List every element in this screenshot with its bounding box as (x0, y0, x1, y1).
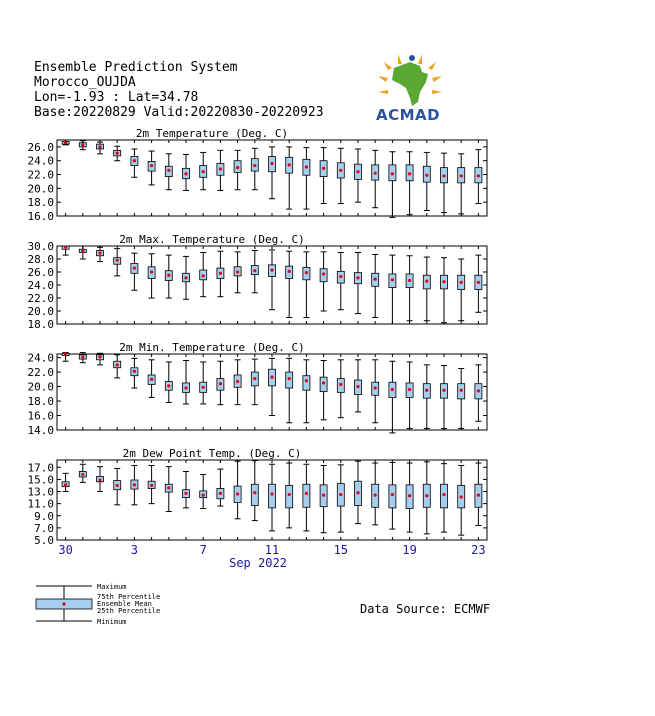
y-tick-label: 20.0 (27, 182, 54, 196)
mean-marker (253, 377, 256, 380)
percentile-box (269, 484, 276, 508)
mean-marker (408, 494, 411, 497)
mean-marker (81, 250, 84, 253)
mean-marker (184, 492, 187, 495)
mean-marker (150, 270, 153, 273)
mean-marker (81, 473, 84, 476)
mean-marker (442, 280, 445, 283)
y-tick-label: 11.0 (27, 497, 54, 511)
legend-label-maximum: Maximum (97, 583, 127, 591)
mean-marker (219, 492, 222, 495)
mean-marker (150, 484, 153, 487)
mean-marker (167, 274, 170, 277)
mean-marker (64, 141, 67, 144)
mean-marker (236, 380, 239, 383)
header-validity: Base:20220829 Valid:20220830-20220923 (34, 105, 324, 120)
y-tick-label: 24.0 (27, 351, 54, 365)
mean-marker (116, 259, 119, 262)
mean-marker (356, 385, 359, 388)
mean-marker (116, 363, 119, 366)
x-tick-label: 19 (402, 543, 417, 557)
mean-marker (322, 167, 325, 170)
mean-marker (133, 159, 136, 162)
mean-marker (270, 162, 273, 165)
mean-marker (202, 386, 205, 389)
mean-marker (305, 379, 308, 382)
y-tick-label: 22.0 (27, 292, 54, 305)
y-tick-label: 9.0 (34, 509, 54, 523)
mean-marker (408, 279, 411, 282)
mean-marker (98, 145, 101, 148)
y-tick-label: 22.0 (27, 366, 54, 380)
mean-marker (356, 170, 359, 173)
mean-marker (64, 483, 67, 486)
mean-marker (253, 269, 256, 272)
x-axis-month-label: Sep 2022 (229, 556, 287, 570)
mean-marker (98, 252, 101, 255)
y-tick-label: 7.0 (34, 521, 54, 535)
y-tick-label: 24.0 (27, 154, 54, 168)
mean-marker (219, 167, 222, 170)
percentile-box (389, 485, 396, 508)
mean-marker (408, 388, 411, 391)
mean-marker (391, 172, 394, 175)
mean-marker (460, 495, 463, 498)
header-station: Morocco_OUJDA (34, 75, 136, 90)
mean-marker (339, 383, 342, 386)
mean-marker (133, 483, 136, 486)
legend-label-p75: 75th Percentile (97, 593, 161, 601)
mean-marker (477, 281, 480, 284)
mean-marker (425, 389, 428, 392)
mean-marker (167, 384, 170, 387)
mean-marker (270, 268, 273, 271)
y-tick-label: 30.0 (27, 240, 54, 253)
mean-marker (167, 169, 170, 172)
data-source: Data Source: ECMWF (360, 602, 491, 616)
mean-marker (253, 164, 256, 167)
mean-marker (81, 143, 84, 146)
mean-marker (236, 270, 239, 273)
mean-marker (339, 169, 342, 172)
mean-marker (374, 494, 377, 497)
y-tick-label: 16.0 (27, 210, 54, 223)
mean-marker (442, 493, 445, 496)
mean-marker (288, 493, 291, 496)
legend-label-mean: Ensemble Mean (97, 600, 152, 608)
mean-marker (425, 280, 428, 283)
mean-marker (116, 484, 119, 487)
y-tick-label: 14.0 (27, 424, 54, 437)
mean-marker (270, 376, 273, 379)
y-tick-label: 17.0 (27, 461, 54, 475)
x-tick-label: 7 (199, 543, 207, 557)
mean-marker (98, 478, 101, 481)
mean-marker (64, 246, 67, 249)
mean-marker (236, 166, 239, 169)
y-tick-label: 28.0 (27, 253, 54, 266)
mean-marker (460, 174, 463, 177)
y-tick-label: 26.0 (27, 140, 54, 154)
mean-marker (116, 152, 119, 155)
x-tick-label: 15 (333, 543, 349, 557)
y-tick-label: 22.0 (27, 168, 54, 182)
mean-marker (288, 377, 291, 380)
legend-label-p25: 25th Percentile (97, 607, 161, 615)
mean-marker (305, 271, 308, 274)
panel-title: 2m Min. Temperature (Deg. C) (119, 341, 305, 354)
y-tick-label: 18.0 (27, 395, 54, 409)
mean-marker (477, 494, 480, 497)
percentile-box (251, 484, 258, 505)
y-tick-label: 13.0 (27, 485, 54, 499)
mean-marker (391, 388, 394, 391)
mean-marker (460, 281, 463, 284)
mean-marker (356, 491, 359, 494)
mean-marker (150, 164, 153, 167)
mean-marker (305, 165, 308, 168)
mean-marker (219, 382, 222, 385)
y-tick-label: 26.0 (27, 266, 54, 279)
panel-title: 2m Max. Temperature (Deg. C) (119, 233, 305, 246)
legend-mean-marker (62, 602, 65, 605)
mean-marker (322, 494, 325, 497)
mean-marker (442, 174, 445, 177)
mean-marker (202, 274, 205, 277)
x-tick-label: 23 (471, 543, 486, 557)
y-tick-label: 5.0 (34, 534, 54, 547)
mean-marker (150, 378, 153, 381)
mean-marker (374, 278, 377, 281)
mean-marker (460, 389, 463, 392)
mean-marker (339, 493, 342, 496)
y-tick-label: 15.0 (27, 473, 54, 487)
mean-marker (356, 276, 359, 279)
mean-marker (374, 386, 377, 389)
mean-marker (236, 492, 239, 495)
mean-marker (322, 272, 325, 275)
mean-marker (442, 389, 445, 392)
y-tick-label: 20.0 (27, 305, 54, 318)
mean-marker (339, 275, 342, 278)
y-tick-label: 16.0 (27, 409, 54, 423)
y-tick-label: 18.0 (27, 318, 54, 331)
mean-marker (425, 174, 428, 177)
header-coordinates: Lon=-1.93 : Lat=34.78 (34, 90, 199, 105)
mean-marker (477, 389, 480, 392)
mean-marker (270, 492, 273, 495)
mean-marker (288, 163, 291, 166)
mean-marker (219, 272, 222, 275)
mean-marker (374, 172, 377, 175)
mean-marker (184, 276, 187, 279)
mean-marker (425, 494, 428, 497)
mean-marker (391, 278, 394, 281)
mean-marker (133, 370, 136, 373)
mean-marker (202, 170, 205, 173)
mean-marker (81, 355, 84, 358)
mean-marker (202, 494, 205, 497)
mean-marker (184, 172, 187, 175)
x-tick-label: 3 (130, 543, 139, 557)
mean-marker (167, 486, 170, 489)
legend-label-minimum: Minimum (97, 618, 127, 626)
y-tick-label: 20.0 (27, 380, 54, 394)
panel-title: 2m Temperature (Deg. C) (135, 127, 289, 140)
y-tick-label: 18.0 (27, 196, 54, 210)
panel-title: 2m Dew Point Temp. (Deg. C) (122, 447, 302, 460)
mean-marker (133, 267, 136, 270)
mean-marker (64, 352, 67, 355)
percentile-box (303, 376, 310, 390)
mean-marker (184, 386, 187, 389)
percentile-box (303, 484, 310, 507)
mean-marker (322, 381, 325, 384)
x-tick-label: 30 (58, 543, 73, 557)
mean-marker (305, 492, 308, 495)
header-title: Ensemble Prediction System (34, 60, 238, 75)
acmad-logo-text: ACMAD (376, 106, 441, 124)
mean-marker (98, 355, 101, 358)
x-tick-label: 11 (264, 543, 280, 557)
mean-marker (391, 493, 394, 496)
mean-marker (288, 270, 291, 273)
y-tick-label: 24.0 (27, 279, 54, 292)
mean-marker (253, 491, 256, 494)
percentile-box (286, 485, 293, 507)
mean-marker (408, 172, 411, 175)
mean-marker (477, 174, 480, 177)
